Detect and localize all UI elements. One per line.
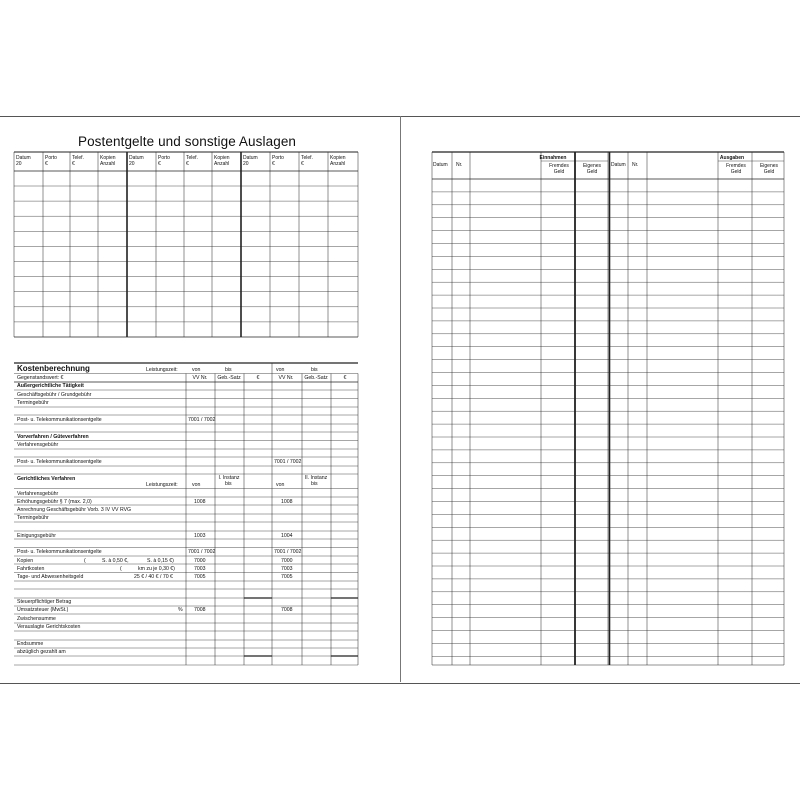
postentgelte-column-header: Kopien Anzahl bbox=[100, 155, 116, 167]
kassenbuch-datum-header-2: Datum bbox=[611, 162, 626, 168]
verfahrensgebuehr-label-2: Verfahrensgebühr bbox=[17, 491, 59, 497]
fahrtkosten-code-2: 7003 bbox=[281, 566, 293, 572]
post-telekom-code-3: 7001 / 7002 bbox=[188, 549, 216, 555]
kassenbuch-nr-header: Nr. bbox=[456, 162, 463, 168]
geb-satz-header: Geb.-Satz bbox=[217, 375, 241, 381]
von-label-3: von bbox=[192, 482, 201, 488]
kostenberechnung-title: Kostenberechnung bbox=[17, 364, 90, 373]
tagegeld-label: Tage- und Abwesenheitsgeld bbox=[17, 574, 84, 580]
einigung-code: 1003 bbox=[194, 533, 206, 539]
verfahrensgebuehr-label: Verfahrensgebühr bbox=[17, 442, 59, 448]
postentgelte-column-header: Datum 20 bbox=[16, 155, 31, 167]
postentgelte-title: Postentgelte und sonstige Auslagen bbox=[77, 134, 297, 149]
einnahmen-eigenes-header: Eigenes Geld bbox=[582, 163, 602, 175]
von-label: von bbox=[192, 367, 201, 373]
einnahmen-header: Einnahmen bbox=[539, 155, 567, 161]
post-telekom-label: Post- u. Telekommunikationsentgelte bbox=[17, 417, 102, 423]
gerichtskosten-label: Verauslagte Gerichtskosten bbox=[17, 624, 81, 630]
euro-header-2: € bbox=[343, 375, 347, 381]
postentgelte-column-header: Porto € bbox=[45, 155, 57, 167]
gegenstandswert-label: Gegenstandswert: € bbox=[17, 375, 64, 381]
postentgelte-column-header: Telef. € bbox=[301, 155, 313, 167]
termingebuehr-label: Termingebühr bbox=[17, 400, 49, 406]
kassenbuch-datum-header: Datum bbox=[433, 162, 448, 168]
steuerpflichtig-label: Steuerpflichtiger Betrag bbox=[17, 599, 72, 605]
umsatzsteuer-code-2: 7008 bbox=[281, 607, 293, 613]
tagegeld-values: 25 € / 40 € / 70 € bbox=[134, 574, 173, 580]
post-telekom-code-2: 7001 / 7002 bbox=[274, 459, 302, 465]
erhoehung-code-2: 1008 bbox=[281, 499, 293, 505]
ausgaben-fremdes-header: Fremdes Geld bbox=[726, 163, 746, 175]
geschaeftsgebuehr-label: Geschäftsgebühr / Grundgebühr bbox=[17, 392, 92, 398]
von-label-4: von bbox=[276, 482, 285, 488]
post-telekom-label-3: Post- u. Telekommunikationsentgelte bbox=[17, 549, 102, 555]
bis-label-3: bis bbox=[225, 481, 232, 487]
kopien-paren: ( bbox=[84, 558, 86, 564]
tagegeld-code: 7005 bbox=[194, 574, 206, 580]
tagegeld-code-2: 7005 bbox=[281, 574, 293, 580]
umsatzsteuer-code: 7008 bbox=[194, 607, 206, 613]
fahrtkosten-label: Fahrtkosten bbox=[17, 566, 45, 572]
einigung-code-2: 1004 bbox=[281, 533, 293, 539]
postentgelte-column-header: Telef. € bbox=[186, 155, 198, 167]
postentgelte-column-header: Kopien Anzahl bbox=[214, 155, 230, 167]
vv-nr-header-2: VV Nr. bbox=[278, 375, 294, 381]
aussergerichtlich-heading: Außergerichtliche Tätigkeit bbox=[17, 383, 84, 389]
zwischensumme-label: Zwischensumme bbox=[17, 616, 56, 622]
instanz-2-label: II. Instanz bbox=[304, 475, 328, 481]
bis-label: bis bbox=[225, 367, 232, 373]
vorverfahren-heading: Vorverfahren / Güteverfahren bbox=[17, 434, 89, 440]
gerichtlich-heading: Gerichtliches Verfahren bbox=[17, 476, 76, 482]
postentgelte-column-header: Porto € bbox=[158, 155, 170, 167]
einnahmen-fremdes-header: Fremdes Geld bbox=[549, 163, 569, 175]
postentgelte-column-header: Telef. € bbox=[72, 155, 84, 167]
kassenbuch-nr-header-2: Nr. bbox=[632, 162, 639, 168]
erhoehung-code: 1008 bbox=[194, 499, 206, 505]
fahrtkosten-rate: km zu je 0,30 €) bbox=[138, 566, 175, 572]
umsatzsteuer-percent: % bbox=[178, 607, 183, 613]
leistungszeit-label-2: Leistungszeit: bbox=[146, 482, 178, 488]
von-label-2: von bbox=[276, 367, 285, 373]
post-telekom-code: 7001 / 7002 bbox=[188, 417, 216, 423]
kopien-rate-1: S. à 0,50 €, bbox=[102, 558, 129, 564]
fahrtkosten-code: 7003 bbox=[194, 566, 206, 572]
endsumme-label: Endsumme bbox=[17, 641, 44, 647]
postentgelte-column-header: Datum 20 bbox=[129, 155, 144, 167]
postentgelte-column-header: Datum 20 bbox=[243, 155, 258, 167]
euro-header: € bbox=[256, 375, 260, 381]
instanz-1-label: I. Instanz bbox=[218, 475, 240, 481]
abzueglich-label: abzüglich gezahlt am bbox=[17, 649, 66, 655]
ausgaben-header: Ausgaben bbox=[719, 155, 745, 161]
bis-label-2: bis bbox=[311, 367, 318, 373]
vv-nr-header: VV Nr. bbox=[192, 375, 208, 381]
kopien-label: Kopien bbox=[17, 558, 34, 564]
fahrtkosten-paren: ( bbox=[120, 566, 122, 572]
geb-satz-header-2: Geb.-Satz bbox=[304, 375, 328, 381]
bis-label-4: bis bbox=[311, 481, 318, 487]
post-telekom-code-4: 7001 / 7002 bbox=[274, 549, 302, 555]
ausgaben-eigenes-header: Eigenes Geld bbox=[759, 163, 779, 175]
einigung-label: Einigungsgebühr bbox=[17, 533, 56, 539]
kopien-rate-2: S. à 0,15 €) bbox=[147, 558, 174, 564]
anrechnung-label: Anrechnung Geschäftsgebühr Vorb. 3 IV VV RVG bbox=[17, 507, 132, 513]
kopien-code: 7000 bbox=[194, 558, 206, 564]
postentgelte-column-header: Kopien Anzahl bbox=[330, 155, 346, 167]
termingebuehr-label-2: Termingebühr bbox=[17, 515, 49, 521]
leistungszeit-label: Leistungszeit: bbox=[146, 367, 178, 373]
postentgelte-column-header: Porto € bbox=[272, 155, 284, 167]
erhoehung-label: Erhöhungsgebühr § 7 (max. 2,0) bbox=[17, 499, 92, 505]
kopien-code-2: 7000 bbox=[281, 558, 293, 564]
post-telekom-label-2: Post- u. Telekommunikationsentgelte bbox=[17, 459, 102, 465]
umsatzsteuer-label: Umsatzsteuer (MwSt.) bbox=[17, 607, 69, 613]
